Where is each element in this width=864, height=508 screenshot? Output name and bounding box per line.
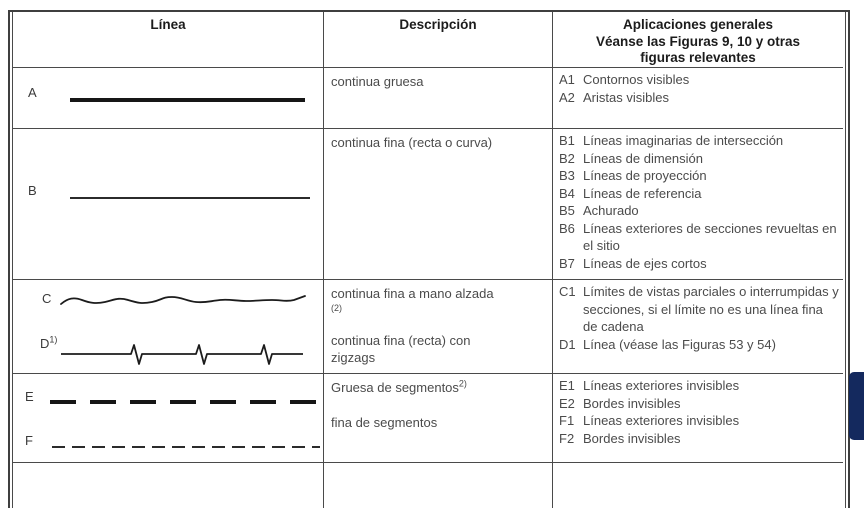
description-text: fina de segmentos <box>331 414 438 430</box>
application-item <box>559 202 839 220</box>
description-text: continua gruesa <box>331 74 424 89</box>
application-item <box>559 412 839 430</box>
application-code: B1 <box>559 133 575 148</box>
application-text: Línea (véase las Figuras 53 y 54) <box>583 336 776 352</box>
line-sample-cell-next <box>13 463 324 508</box>
application-item <box>559 185 839 203</box>
application-text: Líneas de ejes cortos <box>583 255 707 271</box>
line-sample-a-thick-continuous <box>70 98 305 102</box>
line-label-a: A <box>28 85 37 100</box>
application-code: E1 <box>559 378 575 393</box>
application-code: B2 <box>559 150 575 166</box>
application-item <box>559 336 839 354</box>
description-cell-b <box>324 129 553 280</box>
applications-cell-cd <box>553 280 843 374</box>
header-label: Descripción <box>399 17 477 32</box>
line-sample-c-freehand <box>58 284 308 310</box>
application-code: B6 <box>559 220 575 236</box>
application-code: A2 <box>559 89 575 105</box>
blue-side-tab <box>849 372 864 440</box>
header-line: Aplicaciones generales <box>622 17 774 32</box>
application-code: B7 <box>559 255 575 271</box>
line-sample-cell-b <box>13 129 324 280</box>
line-sample-f-thin-dashed <box>50 444 324 450</box>
description-footnote-ref: 2) <box>458 378 467 389</box>
column-header-linea <box>13 12 324 68</box>
application-item <box>559 167 839 185</box>
application-item <box>559 71 839 89</box>
applications-cell-next <box>553 463 843 508</box>
applications-cell-a <box>553 68 843 129</box>
application-code: D1 <box>559 336 576 352</box>
line-sample-cell-ef <box>13 374 324 463</box>
line-sample-d-zigzag <box>61 339 305 371</box>
application-text: Líneas de proyección <box>583 168 707 183</box>
application-text: Límites de vistas parciales o interrumpidas y secciones, si el límite no es una línea fina de cadena <box>583 284 839 334</box>
header-label: Línea <box>150 17 186 32</box>
line-label-d <box>40 335 57 353</box>
application-code: F1 <box>559 413 575 428</box>
application-text: Aristas visibles <box>583 89 669 105</box>
application-text: Líneas de referencia <box>583 185 702 201</box>
line-sample-cell-a <box>13 68 324 129</box>
line-label-d-letter: D <box>40 336 50 351</box>
application-item <box>559 395 839 413</box>
application-code: C1 <box>559 284 576 299</box>
header-line: figuras relevantes <box>640 50 756 65</box>
application-text: Bordes invisibles <box>583 395 681 411</box>
application-item <box>559 132 839 150</box>
application-code: B3 <box>559 168 575 183</box>
line-label-d-footnote: 1) <box>49 334 58 345</box>
description-text: continua fina (recta) con zigzags <box>331 332 471 365</box>
description-cell-cd <box>324 280 553 374</box>
application-code: E2 <box>559 395 575 411</box>
application-text: Líneas de dimensión <box>583 150 703 166</box>
header-line: Véanse las Figuras 9, 10 y otras <box>595 33 801 49</box>
line-sample-cell-cd <box>13 280 324 374</box>
application-text: Achurado <box>583 203 639 218</box>
line-sample-b-thin-continuous <box>70 197 310 199</box>
application-code: B5 <box>559 203 575 218</box>
application-text: Bordes invisibles <box>583 430 681 446</box>
application-text: Líneas exteriores invisibles <box>583 413 740 428</box>
description-cell-ef <box>324 374 553 463</box>
application-item <box>559 150 839 168</box>
application-item <box>559 89 839 107</box>
line-label-c: C <box>42 291 52 306</box>
application-code: A1 <box>559 72 575 87</box>
line-types-table <box>8 10 850 508</box>
application-item <box>559 283 839 336</box>
line-label-b: B <box>28 183 37 198</box>
column-header-descripcion <box>324 12 553 68</box>
description-text: continua fina a mano alzada <box>331 286 494 301</box>
application-text: Líneas exteriores de secciones revueltas en el sitio <box>583 220 837 253</box>
application-code: F2 <box>559 430 575 446</box>
application-code: B4 <box>559 185 575 201</box>
description-cell-next <box>324 463 553 508</box>
column-header-aplicaciones <box>553 12 843 68</box>
application-text: Líneas imaginarias de intersección <box>583 133 784 148</box>
applications-cell-b <box>553 129 843 280</box>
application-text: Contornos visibles <box>583 72 690 87</box>
line-label-f: F <box>25 433 33 448</box>
application-text: Líneas exteriores invisibles <box>583 378 740 393</box>
application-item <box>559 255 839 273</box>
line-sample-e-thick-dashed <box>48 398 324 406</box>
application-item <box>559 377 839 395</box>
description-text: continua fina (recta o curva) <box>331 135 493 150</box>
application-item <box>559 220 839 255</box>
line-label-e: E <box>25 389 34 404</box>
description-text <box>331 379 546 397</box>
description-text-main: Gruesa de segmentos <box>331 380 459 395</box>
applications-cell-ef <box>553 374 843 463</box>
application-item <box>559 430 839 448</box>
description-footnote: (2) <box>331 302 342 313</box>
description-cell-a <box>324 68 553 129</box>
